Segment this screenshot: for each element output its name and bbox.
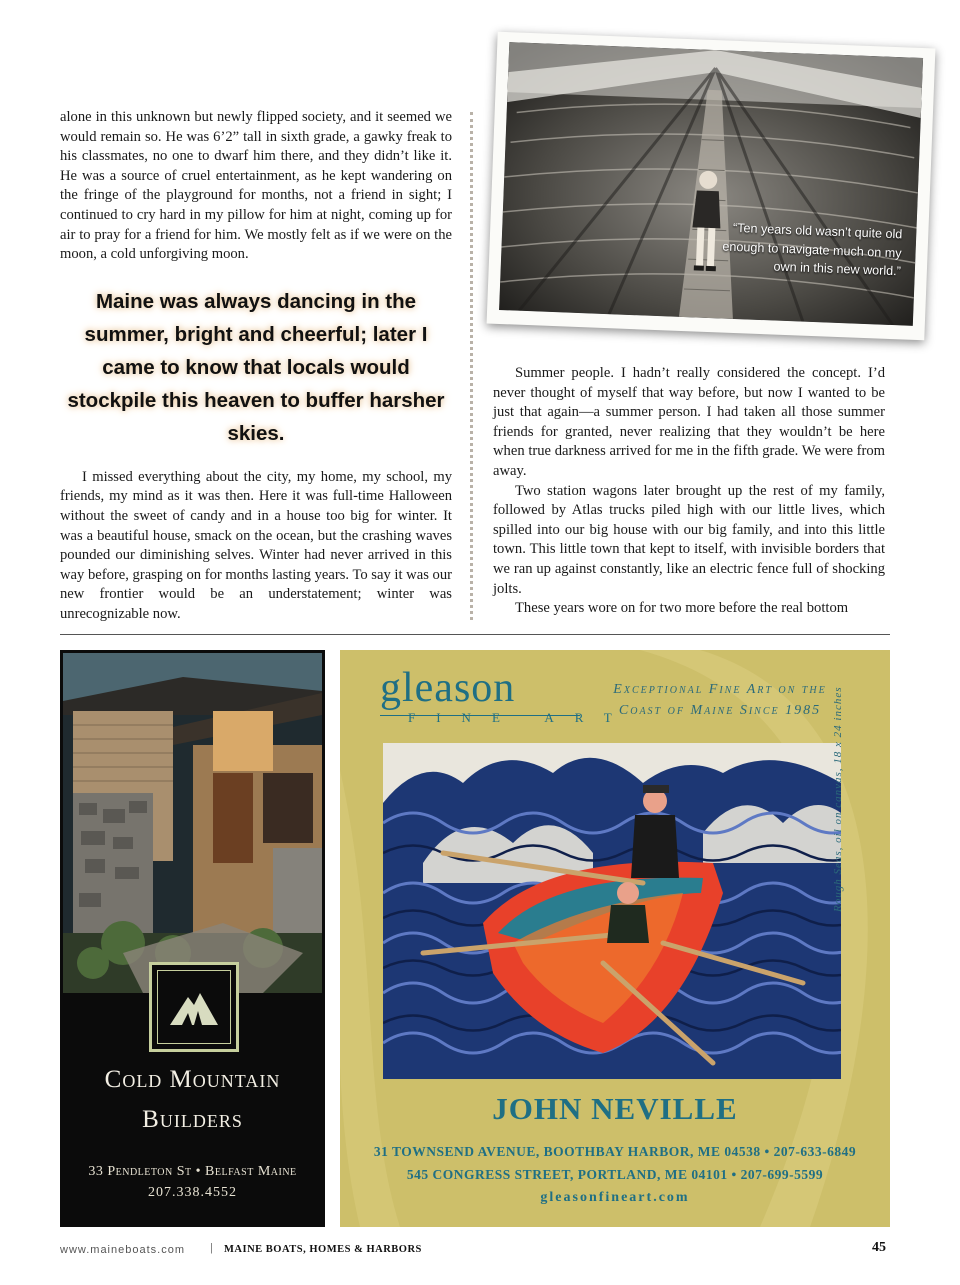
painting-caption: Rough Seas, oil on canvas, 18 x 24 inches — [832, 686, 844, 912]
section-rule — [60, 634, 890, 635]
article-paragraph: Summer people. I hadn’t really considered the concept. I’d never thought of myself that way before, but now I wanted to be just that again—a summer person. I had taken all those summer friends for granted, never realizing that they wouldn’t be here when true darkness arrived for me in the fifth grade. We were from away. — [493, 365, 885, 479]
gallery-tagline — [590, 679, 850, 721]
tagline-line: Exceptional Fine Art on the — [613, 682, 827, 697]
article-paragraph: I missed everything about the city, my home, my school, my friends, my mind as it was then. Here it was full-time Halloween without the sweet of candy and in a house too big for winter. It was a beautiful house, smack on the ocean, but the crashing waves pounded our diminishing selves. Winter had never arrived in this way before, grasping on for months lasting years. To say it was our new frontier would be an understatement; winter was unrecognizable now. — [60, 468, 452, 622]
gleason-logo-subtitle: FINE ART — [408, 710, 633, 725]
artist-name: JOHN NEVILLE — [492, 1091, 738, 1126]
company-address: 33 Pendleton St • Belfast Maine — [88, 1164, 297, 1179]
article-paragraph: alone in this unknown but newly flipped society, and it seemed we would remain so. He was 6’2” tall in sixth grade, a gawky freak to his classmates, no one to dwarf him there, and they didn’t like it. He was a source of cruel entertainment, as he kept wandering on the fringe of the playground for months, not a friend in sight; I continued to cry hard in my pillow for him at night, coming up for air to pray for a friend for him. We mostly felt as if we were on the moon, a cold unforgiving moon. — [60, 109, 452, 263]
tagline-line: Coast of Maine Since 1985 — [618, 703, 822, 718]
mountain-icon — [168, 987, 220, 1027]
article-paragraph: Two station wagons later brought up the rest of my family, followed by Atlas trucks piled high with our little lives, which spilled into our big house with our big family, and into this little town. This little town that kept to itself, with invisible borders that we ran up against constantly, like an electric fence full of shocking jolts. — [493, 482, 885, 597]
magazine-title: MAINE BOATS, HOMES & HARBORS — [224, 1244, 422, 1255]
boat-hull-photo-card — [487, 32, 936, 341]
page-number: 45 — [872, 1240, 886, 1255]
house-photo — [63, 653, 322, 993]
gleason-fine-art-ad[interactable] — [340, 650, 890, 1227]
cold-mountain-builders-ad[interactable] — [60, 650, 325, 1227]
footer-separator: | — [210, 1242, 213, 1254]
pull-quote: Maine was always dancing in the summer, bright and cheerful; later I came to know that locals would stockpile this heaven to buffer harsher skies. — [67, 289, 445, 445]
article-left-column — [60, 108, 452, 625]
column-divider — [470, 112, 473, 620]
gallery-website-link[interactable]: gleasonfineart.com — [540, 1190, 690, 1205]
gallery-address: 545 CONGRESS STREET, PORTLAND, ME 04101 • 207-699-5599 — [406, 1167, 824, 1182]
boat-hull-image — [499, 42, 923, 326]
company-phone: 207.338.4552 — [148, 1185, 237, 1200]
company-name: Cold Mountain — [104, 1066, 281, 1093]
article-right-column — [493, 364, 885, 619]
page-footer — [60, 1242, 890, 1262]
rough-seas-painting — [383, 743, 841, 1079]
painting-image — [383, 743, 841, 1079]
cold-mountain-logo — [149, 962, 239, 1052]
photo-caption: “Ten years old wasn’t quite old enough to navigate much on my own in this new world.” — [722, 220, 903, 279]
gallery-address: 31 TOWNSEND AVENUE, BOOTHBAY HARBOR, ME 04538 • 207-633-6849 — [373, 1144, 857, 1159]
gleason-logo: gleason — [380, 665, 516, 711]
company-name: Builders — [142, 1106, 243, 1133]
boat-hull-photo — [499, 42, 923, 326]
article-paragraph: These years wore on for two more before the real bottom — [515, 600, 849, 617]
footer-website-link[interactable]: www.maineboats.com — [60, 1244, 185, 1256]
